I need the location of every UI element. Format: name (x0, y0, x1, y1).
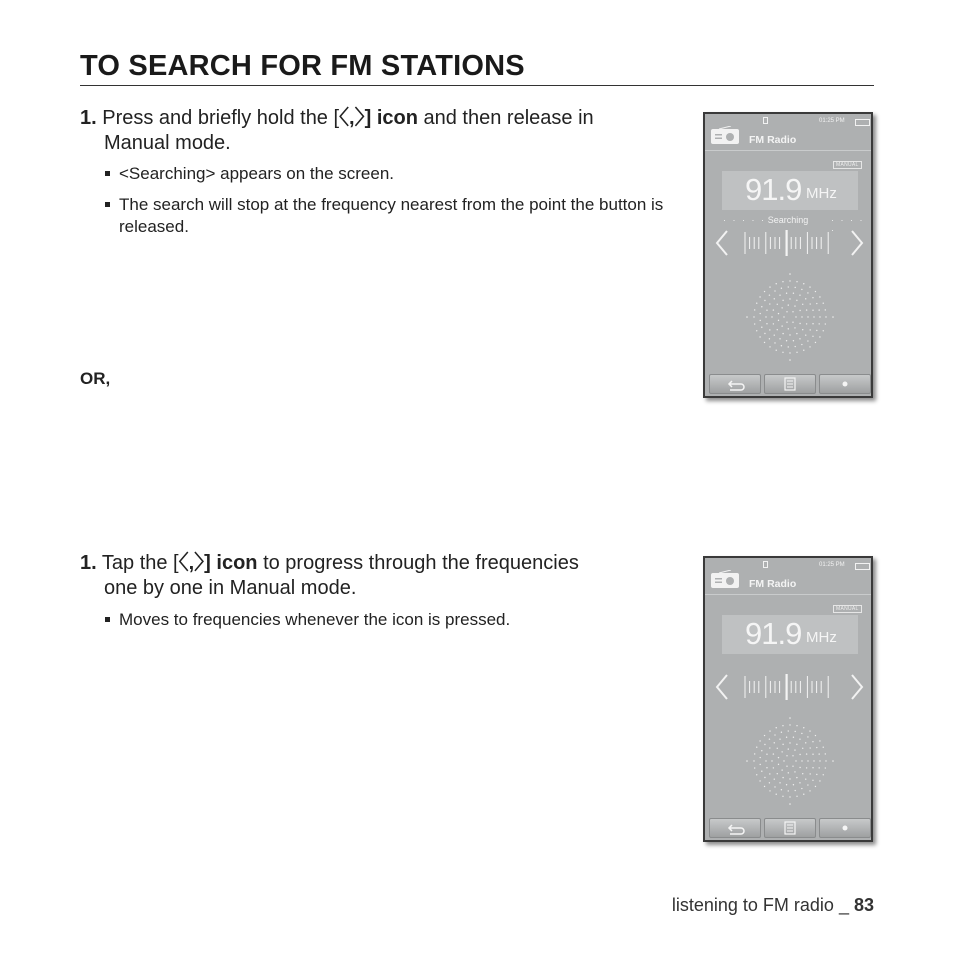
icon-glyph: 〈,〉 (339, 107, 365, 129)
frequency-display (722, 171, 858, 210)
mode-badge: MANUAL (833, 161, 862, 169)
list-button[interactable] (764, 818, 816, 838)
battery-icon (855, 119, 870, 126)
back-button[interactable] (709, 818, 761, 838)
mode-badge: MANUAL (833, 605, 862, 613)
frequency-value: 91.9 (745, 172, 802, 207)
frequency-value: 91.9 (745, 616, 802, 651)
chevron-right-icon[interactable] (848, 672, 866, 702)
option-button[interactable] (819, 818, 871, 838)
page-title: TO SEARCH FOR FM STATIONS (80, 50, 874, 86)
step-number: 1. (80, 552, 97, 574)
list-button[interactable] (764, 374, 816, 394)
chevron-left-icon[interactable] (713, 672, 731, 702)
icon-word: ] icon (364, 107, 418, 129)
step-number: 1. (80, 107, 97, 129)
memory-card-icon (763, 561, 768, 568)
softkey-bar (709, 818, 871, 840)
bullet-item: <Searching> appears on the screen. (104, 163, 674, 185)
step-1-tap (80, 551, 579, 601)
battery-icon (855, 563, 870, 570)
search-status: Searching (767, 215, 809, 225)
speaker-grille-icon (745, 272, 835, 362)
clock: 01:25 PM (819, 118, 845, 124)
step-text-post: to progress through the frequencies (257, 552, 579, 574)
device-screen-manual (703, 556, 873, 842)
footer-text: listening to FM radio _ (671, 895, 854, 915)
step-1-search (80, 106, 594, 156)
softkey-bar (709, 374, 871, 396)
clock: 01:25 PM (819, 562, 845, 568)
frequency-display (722, 615, 858, 654)
step-text-pre: Tap the [ (101, 552, 179, 574)
chevron-right-icon[interactable] (848, 228, 866, 258)
icon-glyph: 〈,〉 (178, 552, 205, 574)
speaker-grille-icon (745, 716, 835, 806)
back-icon (710, 375, 760, 393)
page-number: 83 (853, 895, 874, 915)
step-text-post: and then release in (417, 107, 594, 129)
tuner-scale-icon (743, 230, 837, 256)
step-2-bullets (104, 609, 674, 640)
back-icon (710, 819, 760, 837)
icon-word: ] icon (204, 552, 258, 574)
bullet-item: The search will stop at the frequency nearest from the point the button is released. (104, 194, 674, 238)
or-label: OR, (80, 369, 111, 388)
chevron-left-icon[interactable] (713, 228, 731, 258)
status-bar (705, 558, 871, 595)
app-title: FM Radio (749, 578, 797, 590)
search-dots-left: · · · · · (723, 215, 766, 225)
radio-icon (711, 126, 739, 144)
dot-icon (820, 819, 870, 837)
list-icon (765, 375, 815, 393)
page-footer (600, 895, 874, 916)
step-text-line2: Manual mode. (104, 132, 231, 154)
status-bar (705, 114, 871, 151)
list-icon (765, 819, 815, 837)
step-text-line2: one by one in Manual mode. (104, 577, 357, 599)
app-title: FM Radio (749, 134, 797, 146)
search-dots-right: · · · · · (831, 215, 865, 235)
radio-icon (711, 570, 739, 588)
frequency-unit: MHz (806, 185, 837, 202)
step-1-bullets (104, 163, 674, 247)
tuner-scale-icon (743, 674, 837, 700)
bullet-item: Moves to frequencies whenever the icon is pressed. (104, 609, 674, 631)
back-button[interactable] (709, 374, 761, 394)
device-screen-searching (703, 112, 873, 398)
dot-icon (820, 375, 870, 393)
step-text-pre: Press and briefly hold the [ (102, 107, 340, 129)
option-button[interactable] (819, 374, 871, 394)
frequency-unit: MHz (806, 629, 837, 646)
memory-card-icon (763, 117, 768, 124)
